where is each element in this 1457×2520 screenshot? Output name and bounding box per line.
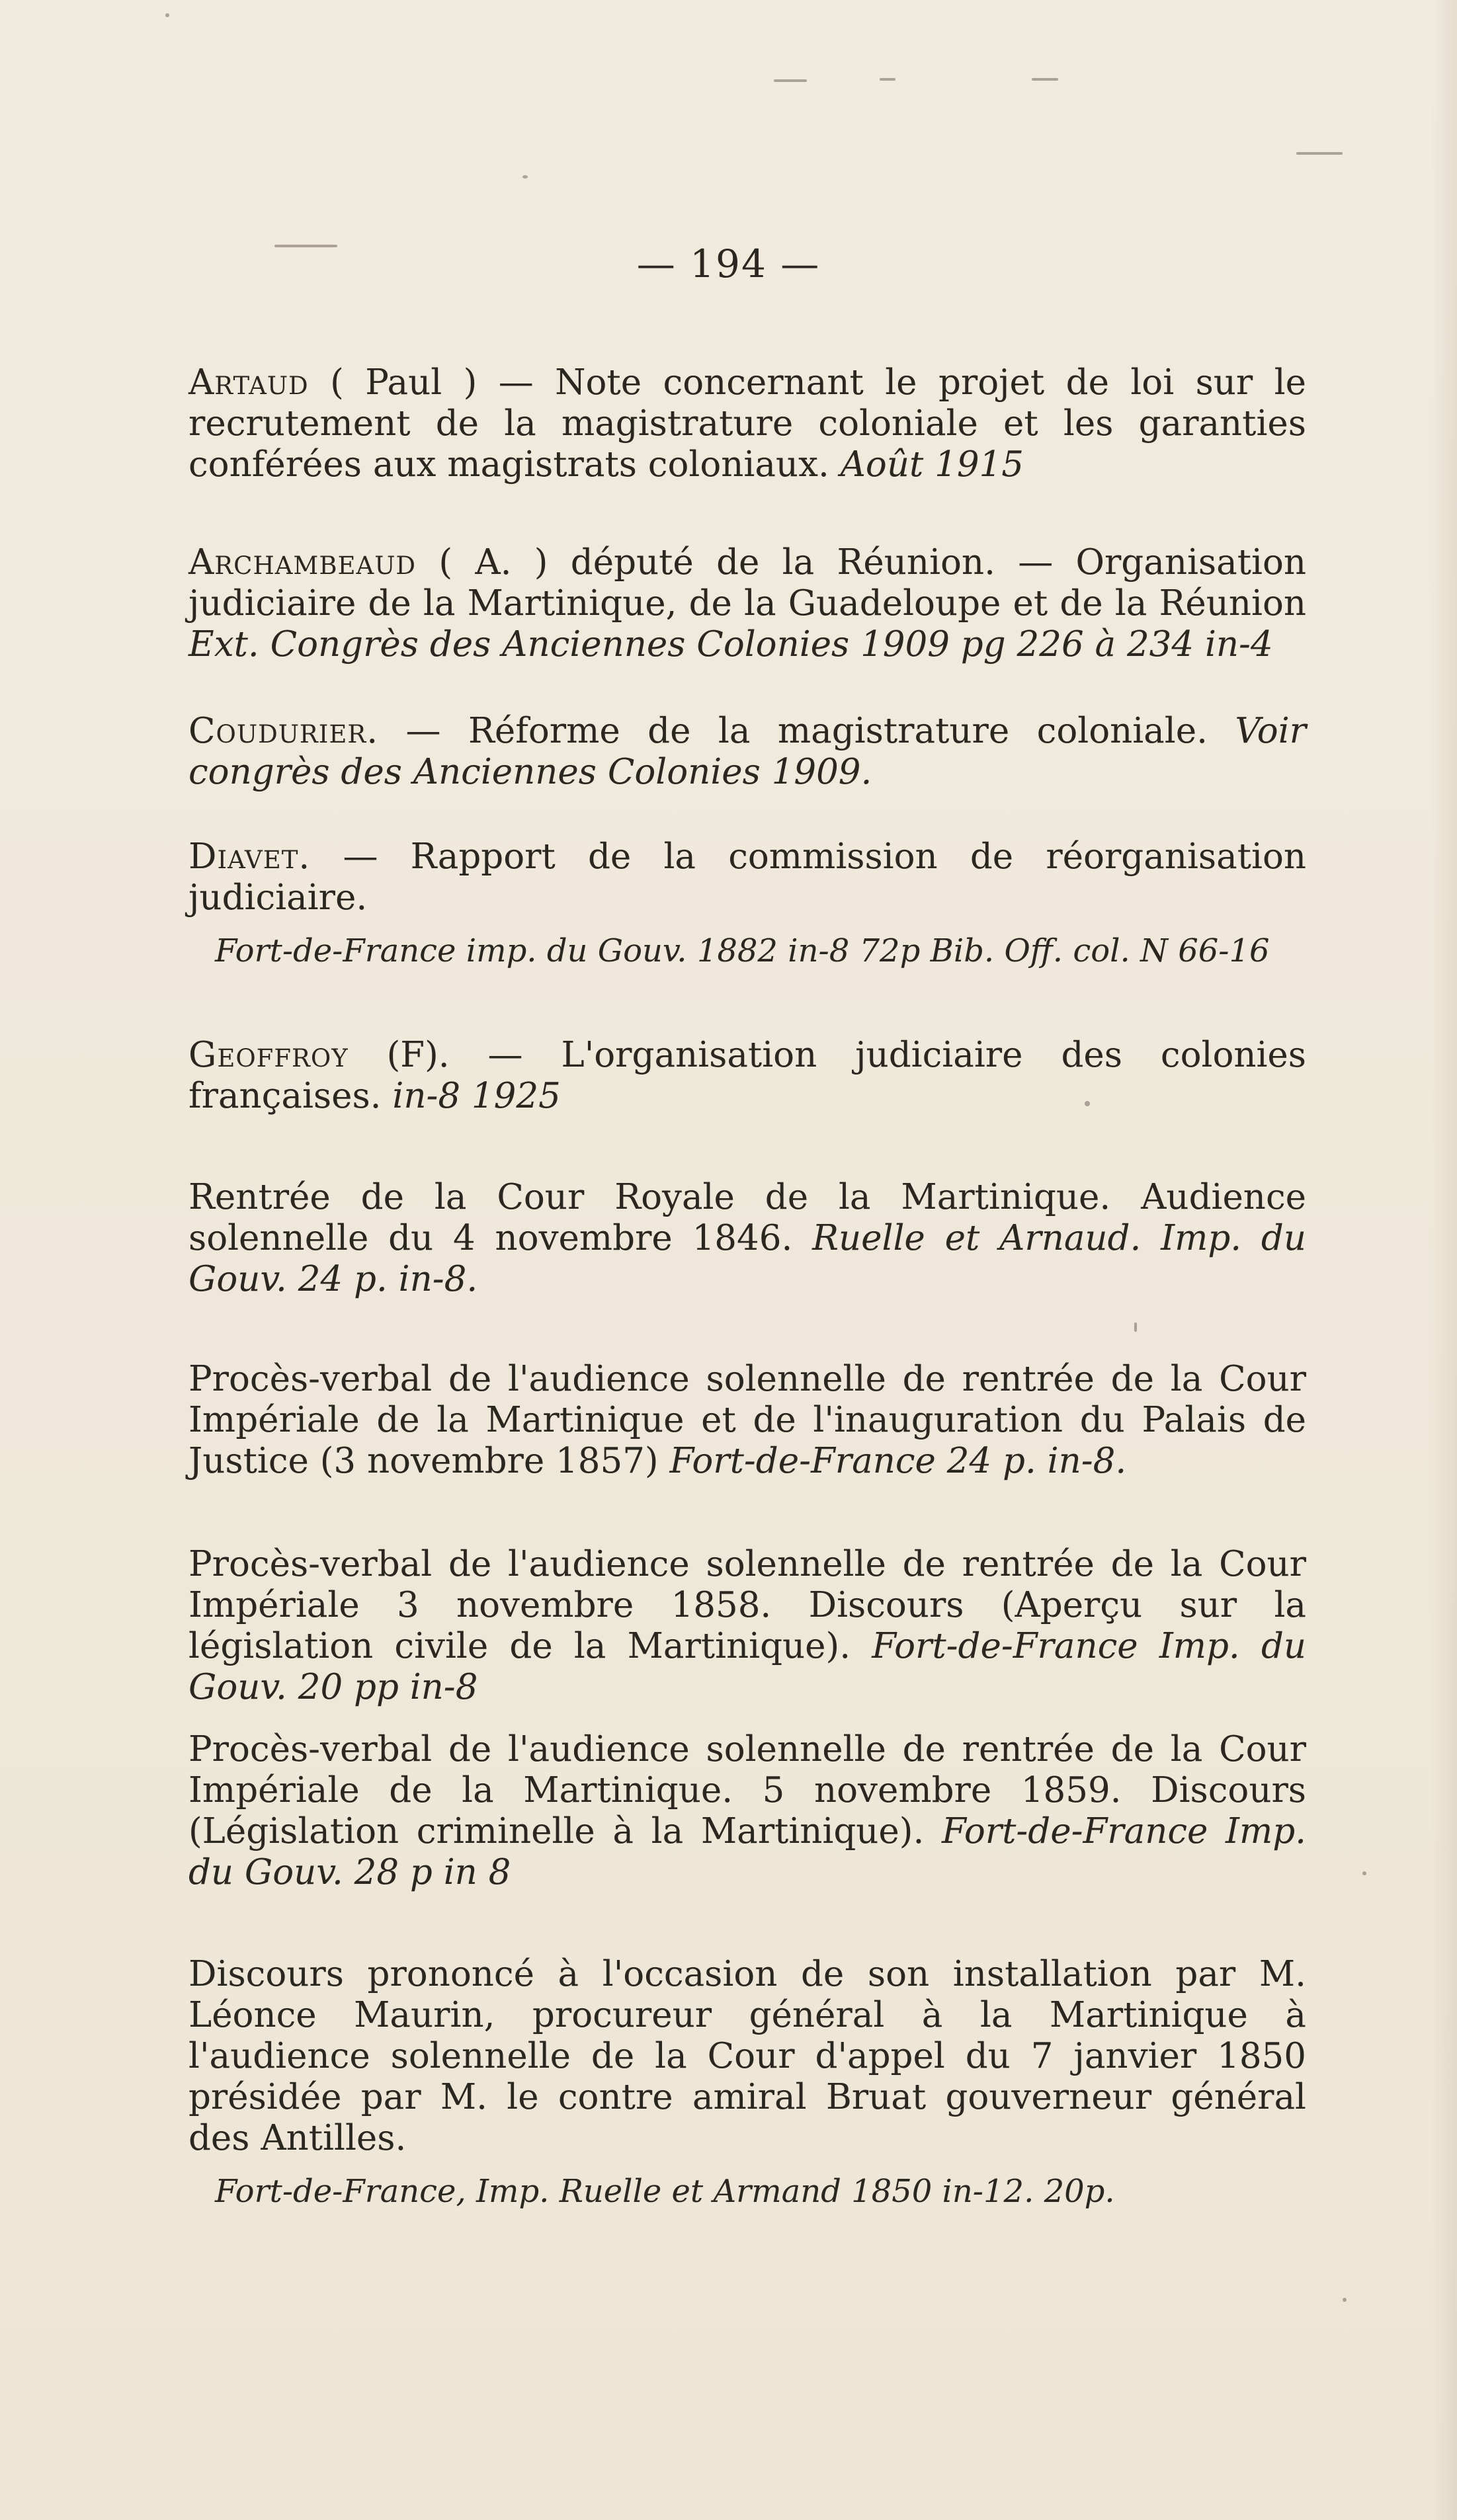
page-edge-shadow <box>1431 0 1457 2520</box>
entry-author: Geoffroy <box>188 1035 349 1075</box>
scan-speck <box>1343 2298 1347 2302</box>
entry-author: Coudurier. <box>188 711 379 751</box>
entry-author: Archambeaud <box>188 542 417 583</box>
entry-text: Rentrée de la Cour Royale de la Martinique. Audience solennelle du 4 novembre 1846. <box>188 1177 1306 1258</box>
bibliography-entry <box>188 1729 1306 1893</box>
entry-text: Procès-verbal de l'audience solennelle de rentrée de la Cour Impériale de la Martinique et de l'inauguration du Palais de Justice (3 novembre 1857) <box>188 1359 1306 1481</box>
entry-text: Discours prononcé à l'occasion de son installation par M. Léonce Maurin, procureur général à la Martinique à l'audience solennelle de la Cour d'appel du 7 janvier 1850 présidée par M. le contre amiral Bruat gouverneur général des Antilles. <box>188 1954 1306 2158</box>
entry-publication: Voir congrès des Anciennes Colonies 1909. <box>188 711 1306 792</box>
entry-publication: Ruelle et Arnaud. Imp. du Gouv. 24 p. in-8. <box>188 1218 1306 1299</box>
scan-speck <box>165 13 169 17</box>
entry-publication: Fort-de-France, Imp. Ruelle et Armand 1850 in-12. 20p. <box>215 2173 1115 2210</box>
scan-speck <box>1296 152 1343 155</box>
entry-publication: in-8 1925 <box>392 1076 561 1116</box>
entry-publication: Fort-de-France imp. du Gouv. 1882 in-8 72p Bib. Off. col. N 66-16 <box>215 932 1270 969</box>
entry-text: — Rapport de la commission de réorganisation judiciaire. <box>188 836 1306 918</box>
entry-publication: Fort-de-France Imp. du Gouv. 28 p in 8 <box>188 1811 1306 1892</box>
page-number: — 194 — <box>636 241 821 286</box>
entry-publication: Fort-de-France 24 p. in-8. <box>669 1441 1127 1481</box>
entry-text: ( A. ) député de la Réunion. — Organisation judiciaire de la Martinique, de la Guadeloupe et de la Réunion <box>188 542 1306 624</box>
entry-author: Diavet. <box>188 836 311 877</box>
scan-speck <box>1032 78 1058 81</box>
entry-text: — Réforme de la magistrature coloniale. <box>378 711 1235 751</box>
scan-speck <box>774 79 807 82</box>
bibliography-entry <box>188 1359 1306 1482</box>
scan-speck <box>522 175 528 179</box>
scan-speck <box>1134 1322 1137 1332</box>
bibliography-entry <box>188 362 1306 485</box>
bibliography-entry <box>188 711 1306 793</box>
bibliography-entry <box>188 1954 1306 2212</box>
scan-speck <box>1362 1871 1366 1875</box>
entry-text: Procès-verbal de l'audience solennelle de rentrée de la Cour Impériale de la Martinique. 5 novembre 1859. Discours (Législation criminelle à la Martinique). <box>188 1729 1306 1851</box>
bibliography-entry <box>188 1035 1306 1117</box>
entry-text: ( Paul ) — Note concernant le projet de loi sur le recrutement de la magistrature coloniale et les garanties conférées aux magistrats coloniaux. <box>188 362 1306 485</box>
entry-publication: Fort-de-France Imp. du Gouv. 20 pp in-8 <box>188 1626 1307 1707</box>
entry-text: (F). — L'organisation judiciaire des colonies françaises. <box>188 1035 1306 1116</box>
bibliography-entry <box>188 836 1306 971</box>
scan-speck <box>880 78 895 81</box>
bibliography-entry <box>188 1544 1306 1708</box>
entry-publication: Ext. Congrès des Anciennes Colonies 1909 pg 226 à 234 in-4 <box>188 624 1273 665</box>
bibliography-entry <box>188 542 1306 665</box>
entry-publication: Août 1915 <box>840 444 1024 485</box>
entry-text: Procès-verbal de l'audience solennelle de rentrée de la Cour Impériale 3 novembre 1858. Discours (Aperçu sur la législation civile de la Martinique). <box>188 1544 1306 1666</box>
bibliography-entry <box>188 1177 1306 1300</box>
entry-author: Artaud <box>188 362 309 403</box>
